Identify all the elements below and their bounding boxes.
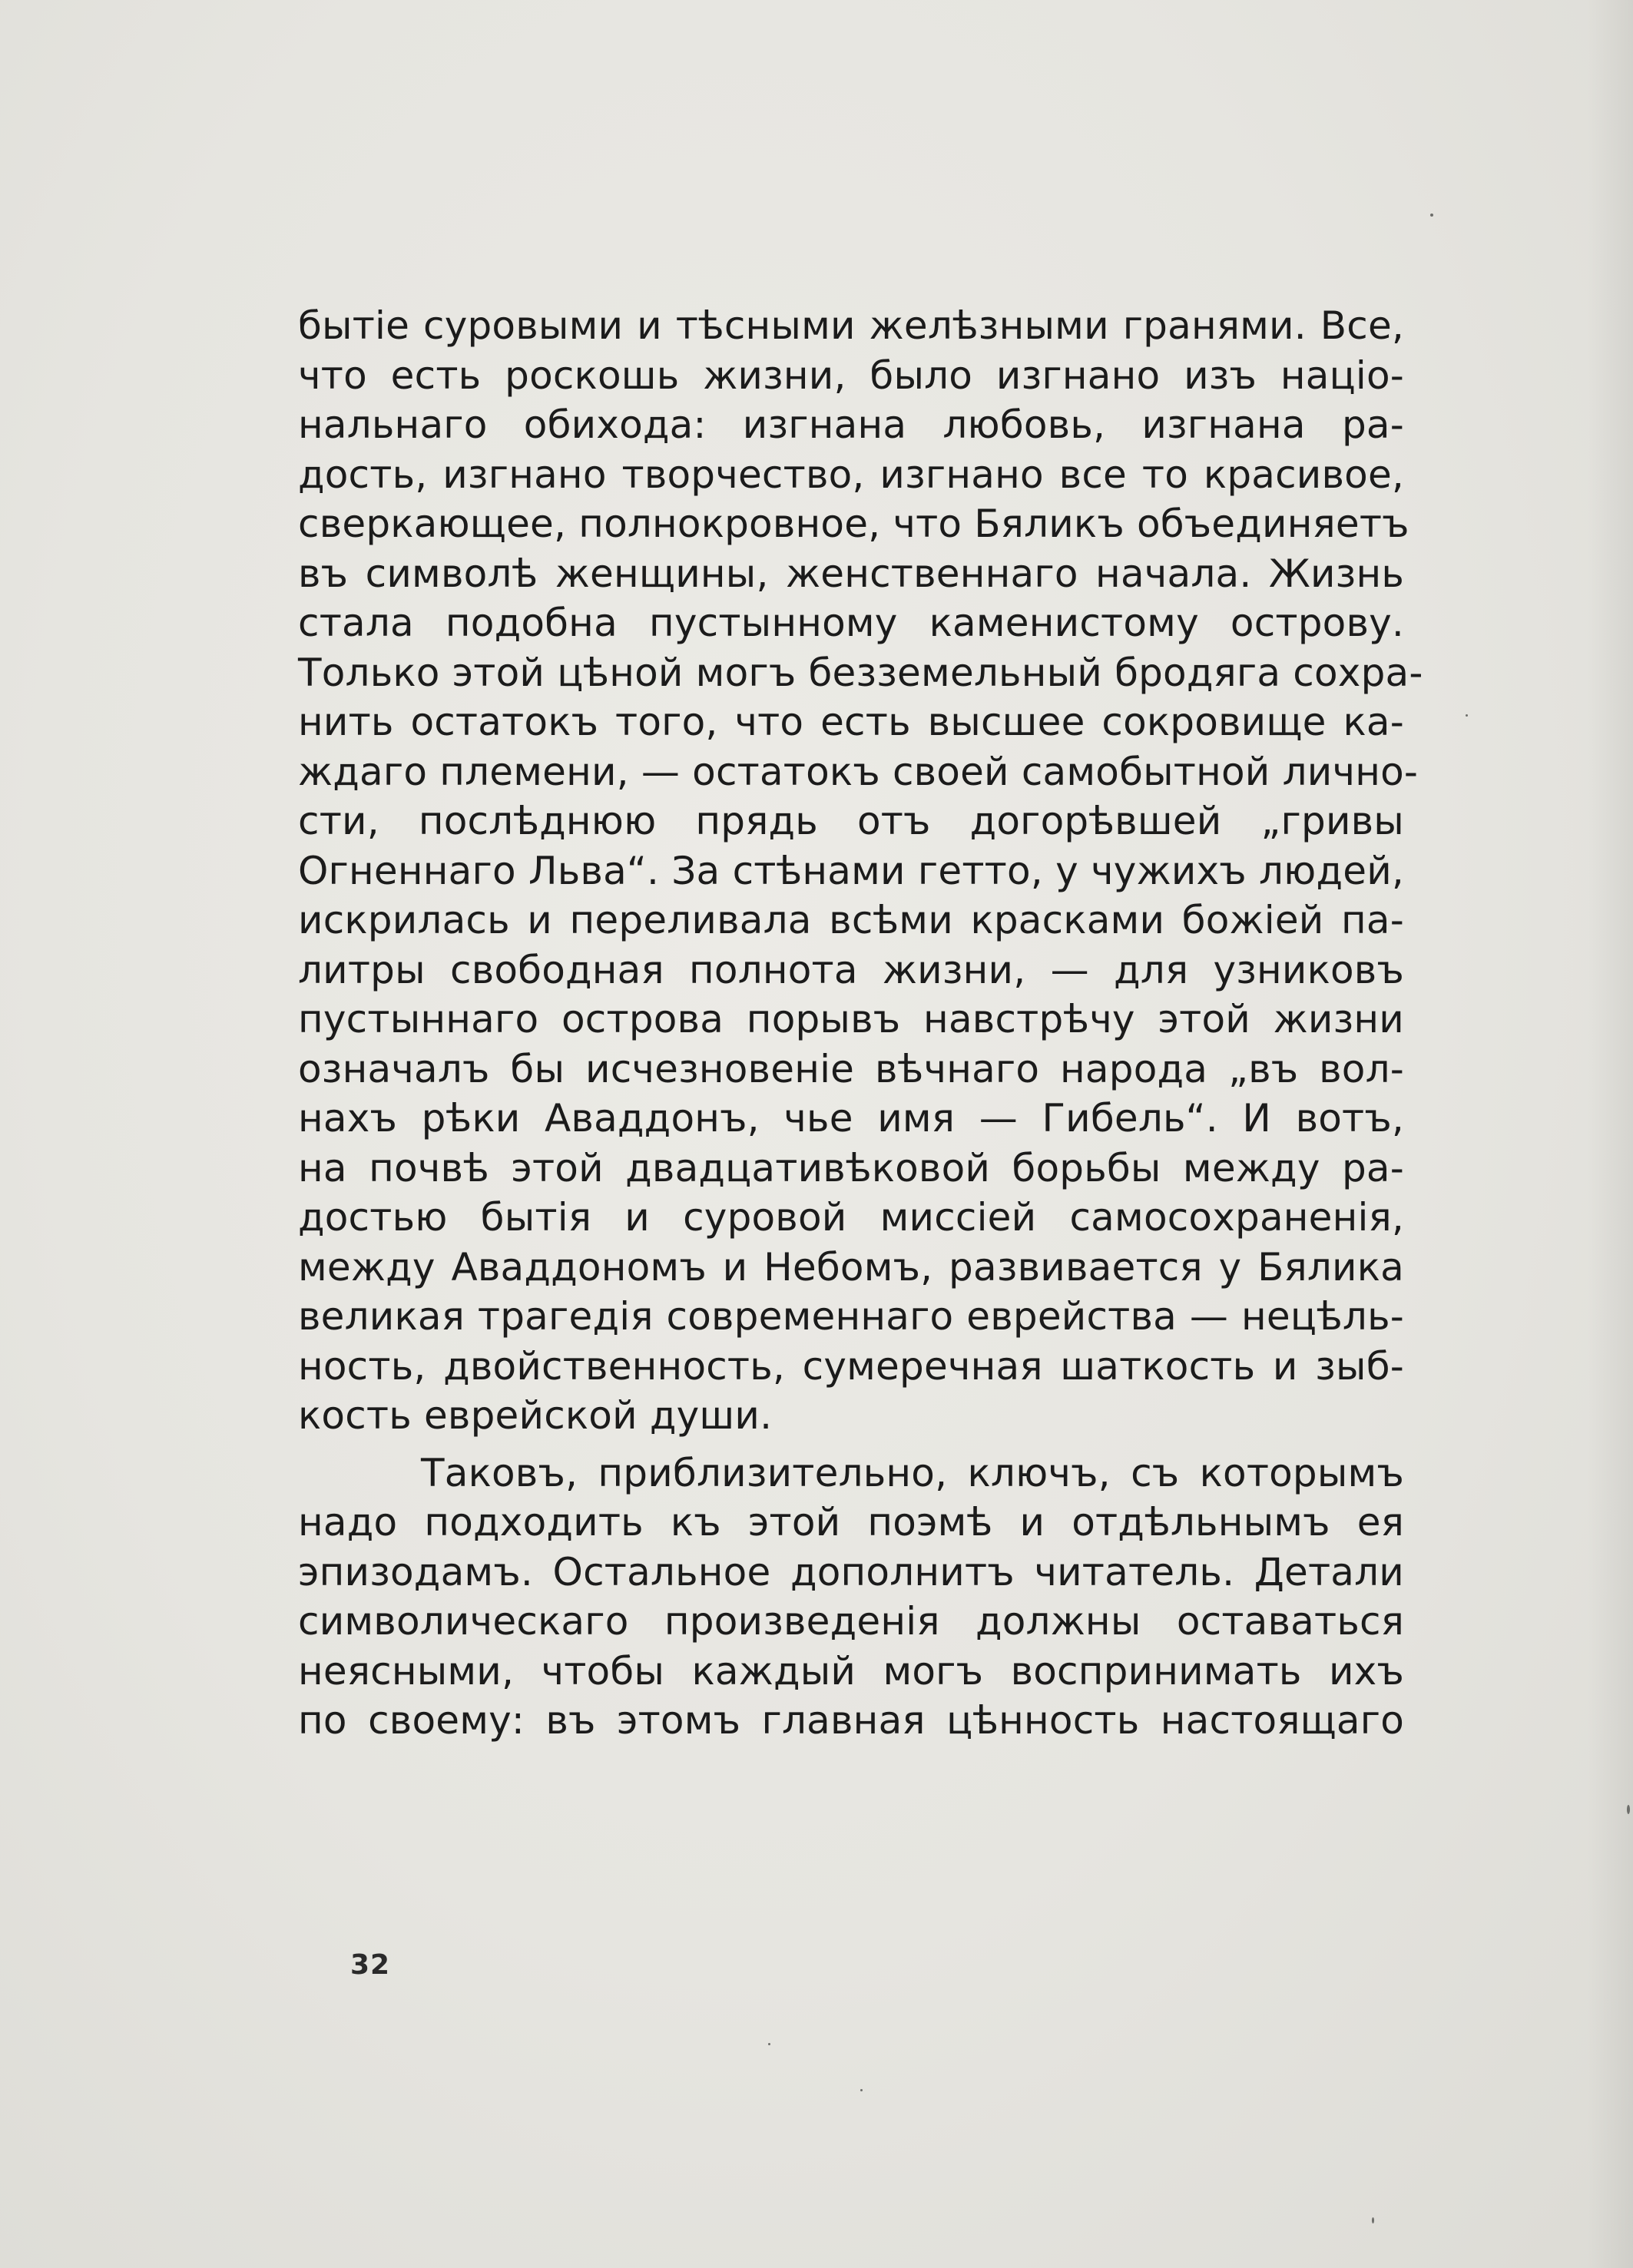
text-line: искрилась и переливала всѣми красками божіей па- (298, 898, 1404, 942)
text-line: что есть роскошь жизни, было изгнано изъ націо- (298, 353, 1404, 398)
text-line: великая трагедія современнаго еврейства — нецѣль- (298, 1294, 1404, 1339)
paragraph-gap (298, 1441, 1404, 1449)
text-line: нахъ рѣки Аваддонъ, чье имя — Гибель“. И вотъ, (298, 1096, 1404, 1141)
text-line: стала подобна пустынному каменистому острову. (298, 601, 1404, 645)
page-number: 32 (350, 1949, 391, 1981)
text-line: дость, изгнано творчество, изгнано все то красивое, (298, 452, 1404, 497)
text-line: нальнаго обихода: изгнана любовь, изгнана ра- (298, 402, 1404, 447)
paper-speck (1627, 1805, 1630, 1814)
text-line: по своему: въ этомъ главная цѣнность настоящаго (298, 1698, 1404, 1743)
paper-speck (1466, 714, 1468, 717)
text-line: означалъ бы исчезновеніе вѣчнаго народа „въ вол- (298, 1046, 1404, 1091)
text-line: неясными, чтобы каждый могъ воспринимать ихъ (298, 1648, 1404, 1694)
text-line: ность, двойственность, сумеречная шаткость и зыб- (298, 1343, 1404, 1389)
text-line: литры свободная полнота жизни, — для узниковъ (298, 947, 1404, 992)
text-line: бытіе суровыми и тѣсными желѣзными гранями. Все, (298, 303, 1404, 348)
paragraph-2 (298, 1449, 1404, 1746)
text-line: пустыннаго острова порывъ навстрѣчу этой жизни (298, 997, 1404, 1041)
text-line: надо подходить къ этой поэмѣ и отдѣльнымъ ея (298, 1500, 1404, 1545)
text-line: нить остатокъ того, что есть высшее сокровище ка- (298, 700, 1404, 744)
text-line: эпизодамъ. Остальное дополнитъ читатель. Детали (298, 1549, 1404, 1594)
paper-speck (1372, 2217, 1374, 2223)
text-line: достью бытія и суровой миссіей самосохраненія, (298, 1195, 1404, 1240)
text-line: между Аваддономъ и Небомъ, развивается у Бялика (298, 1244, 1404, 1290)
text-line: ждаго племени, — остатокъ своей самобытной лично- (298, 749, 1419, 794)
text-line: Таковъ, приблизительно, ключъ, съ которымъ (421, 1450, 1404, 1495)
text-line: Только этой цѣной могъ безземельный бродяга сохра- (298, 650, 1423, 695)
paper-speck (860, 2089, 863, 2091)
paper-speck (768, 2043, 770, 2045)
text-line: символическаго произведенія должны оставаться (298, 1599, 1404, 1644)
text-line: сти, послѣднюю прядь отъ догорѣвшей „гривы (298, 799, 1404, 843)
text-line: на почвѣ этой двадцативѣковой борьбы между ра- (298, 1145, 1404, 1190)
paragraph-1 (298, 301, 1423, 1441)
body-text (298, 301, 1423, 1746)
paper-speck (1430, 214, 1433, 217)
text-line: Огненнаго Льва“. За стѣнами гетто, у чужихъ людей, (298, 848, 1404, 893)
page-edge-shadow (1587, 0, 1633, 2268)
text-line: кость еврейской души. (298, 1393, 773, 1438)
text-line: сверкающее, полнокровное, что Бяликъ объединяетъ (298, 502, 1409, 546)
text-line: въ символѣ женщины, женственнаго начала. Жизнь (298, 551, 1404, 596)
